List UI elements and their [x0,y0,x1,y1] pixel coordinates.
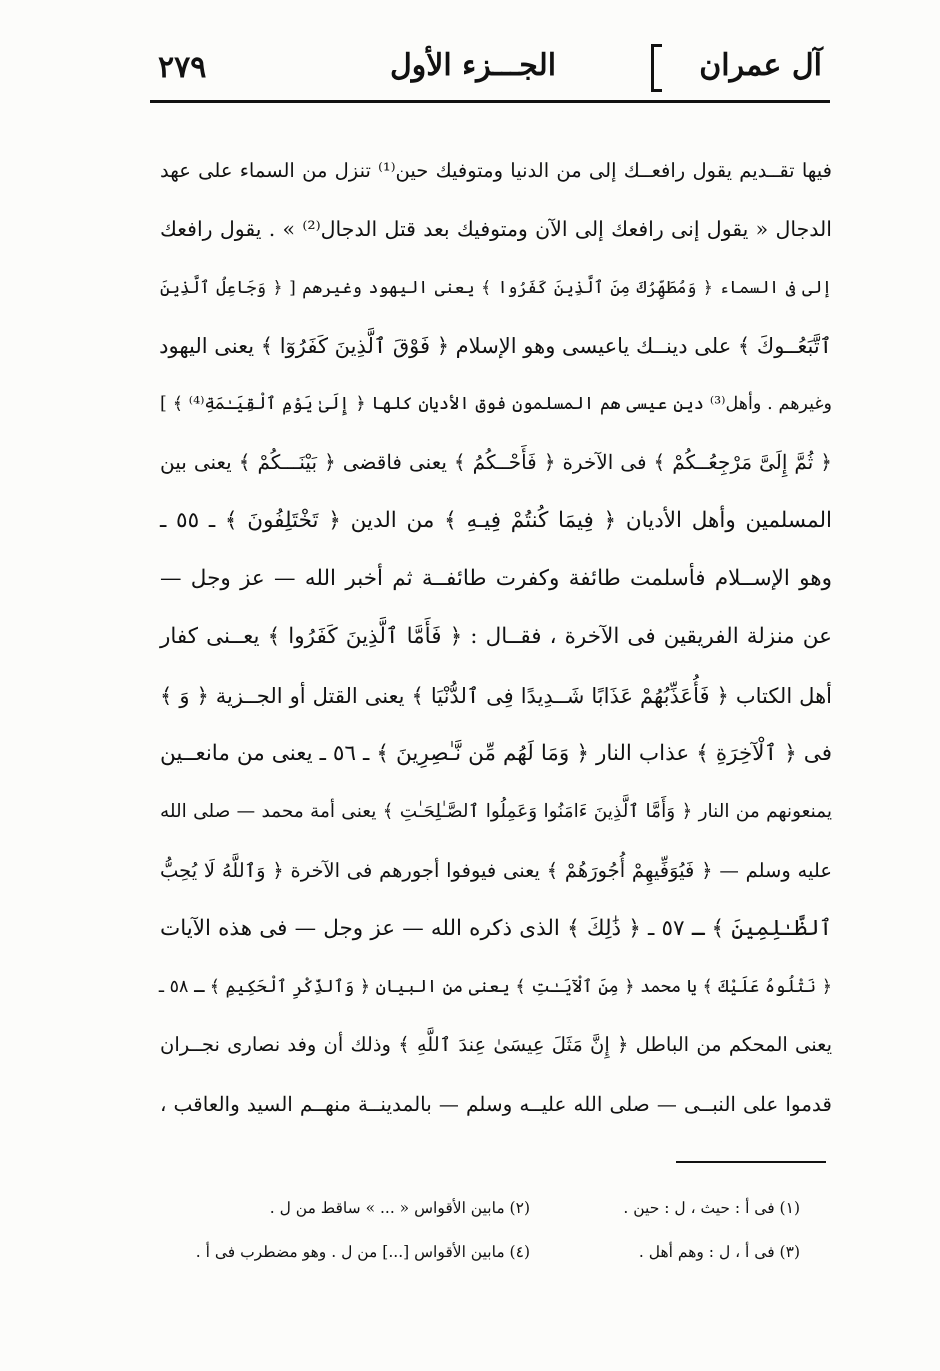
footnotes [160,1186,800,1274]
text-line: الدجال « يقول إنى رافعك إلى الآن ومتوفيك بعد قتل الدجال⁽²⁾ » . يقول رافعك [160,217,833,242]
text-line: وهو الإســلام فأسلمت طائفة وكفرت طائفــة ثم أخبر الله — عز وجل — [160,566,832,592]
text-line: وغيرهم . وأهل⁽³⁾ دين عيسى هم المسلمون فوق الأديان كلها ﴿ إِلَىٰ يَوْمِ ٱلْقِيَـٰمَةِ⁽⁴⁾ ﴾ ] [160,394,832,415]
footnote-1: (١) فى أ : حيث ، ل : حين . [623,1199,800,1217]
text-line: المسلمين وأهل الأديان ﴿ فِيمَا كُنتُمْ فِيـهِ ﴾ من الدين ﴿ تَخْتَلِفُونَ ﴾ ـ ٥٥ ـ [160,507,832,533]
footnote-4: (٤) مابين الأقواس [...] من ل . وهو مضطرب فى أ . [195,1243,530,1261]
text-line: أهل الكتاب ﴿ فَأُعَذِّبُهُمْ عَذَابًا شَــدِيدًا فِى ٱلدُّنْيَا ﴾ يعنى القتل أو الجــزية ﴿ وَ ﴾ [160,683,832,708]
text-line: ﴿ نَتْلُوهُ عَلَيْكَ ﴾ يا محمد ﴿ مِنَ ٱلْآيَـٰتِ ﴾ يعنى من البيان ﴿ وَٱلذِّكْرِ ٱلْحَكِيمِ ﴾ ـ ٥٨ ـ [158,977,832,998]
text-line: عن منزلة الفريقين فى الآخرة ، فقــال : ﴿ فَأَمَّا ٱلَّذِينَ كَفَرُوا ﴾ يعــنى كفار [160,624,832,650]
text-line: إلى فى السماء ﴿ وَمُطَهِّرُكَ مِنَ ٱلَّذِينَ كَفَرُوا ﴾ يعنى اليهود وغيرهم [ ﴿ وَجَاعِلُ ٱلَّذِينَ [160,277,832,298]
footnote-row [160,1230,800,1274]
page-number: ٢٧٩ [158,50,207,85]
footnote-row [160,1186,800,1230]
text-line: فى ﴿ ٱلْآخِرَةِ ﴾ عذاب النار ﴿ وَمَا لَهُم مِّن نَّـٰصِرِينَ ﴾ ـ ٥٦ ـ يعنى من مانعــين [160,740,832,766]
footnote-rule [676,1161,826,1163]
surah-title: آل عمران [699,48,822,83]
body-text [160,142,832,1133]
part-title: الجـــزء الأول [390,48,557,83]
text-line: يعنى المحكم من الباطل ﴿ إِنَّ مَثَلَ عِيسَىٰ عِندَ ٱللَّهِ ﴾ وذلك أن وفد نصارى نجــران [160,1033,832,1057]
footnote-2: (٢) مابين الأقواس « ... » ساقط من ل . [269,1199,530,1217]
text-line: ٱلظَّـٰلِمِينَ ﴾ ـ ٥٧ ـ ﴿ ذَٰلِكَ ﴾ الذى ذكره الله — عز وجل — فى هذه الآيات [160,915,832,941]
header-rule [150,100,830,103]
text-line: ٱتَّبَعُــوكَ ﴾ على دينــك ياعيسى وهو الإسلام ﴿ فَوْقَ ٱلَّذِينَ كَفَرُوٓا ﴾ يعنى اليهود [159,333,832,358]
text-line: عليه وسلم — ﴿ فَيُوَفِّيهِمْ أُجُورَهُمْ ﴾ يعنى فيوفوا أجورهم فى الآخرة ﴿ وَٱللَّهُ لَا يُحِبُّ [160,858,832,882]
text-line: قدموا على النبــى — صلى الله عليــه وسلم — بالمدينــة منهــم السيد والعاقب ، [160,1091,832,1116]
header-bracket [651,44,662,92]
footnote-3: (٣) فى أ ، ل : وهم أهل . [638,1243,800,1261]
text-line: ﴿ ثُمَّ إِلَىَّ مَرْجِعُــكُمْ ﴾ فى الآخرة ﴿ فَأَحْــكُمُ ﴾ يعنى فاقضى ﴿ بَيْنَـــكُمْ ﴾ يعنى بين [160,450,832,475]
text-line: فيها تقــديم يقول رافعــك إلى من الدنيا ومتوفيك حين⁽¹⁾ تنزل من السماء على عهد [160,159,832,182]
running-header [150,44,830,108]
text-line: يمنعونهم من النار ﴿ وَأَمَّا ٱلَّذِينَ ءَامَنُوا وَعَمِلُوا ٱلصَّـٰلِحَـٰتِ ﴾ يعنى أمة محمد — صلى الله [160,801,832,823]
